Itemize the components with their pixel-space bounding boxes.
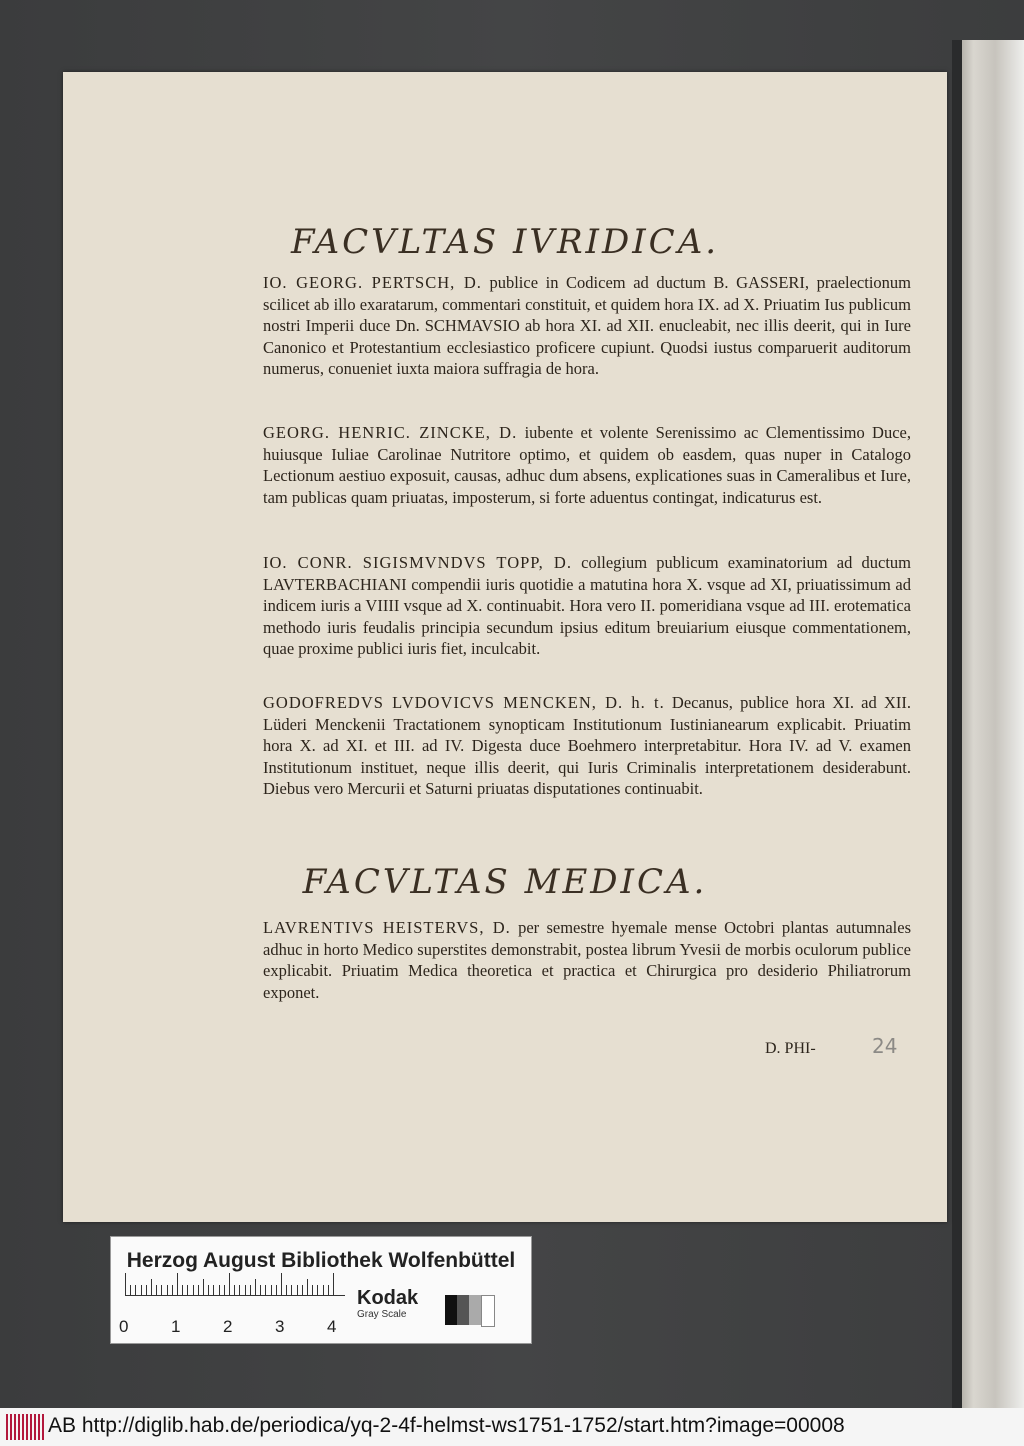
ruler-tick: [203, 1279, 204, 1295]
paragraph-mencken: [263, 692, 911, 800]
ruler-tick: [125, 1273, 126, 1295]
ruler-tick: [229, 1273, 230, 1295]
paragraph-lead: IO. GEORG. PERTSCH, D.: [263, 273, 482, 292]
ruler-tick: [193, 1285, 194, 1295]
paragraph-lead: GEORG. HENRIC. ZINCKE, D.: [263, 423, 518, 442]
paragraph-lead: GODOFREDVS LVDOVICVS MENCKEN, D. h. t.: [263, 693, 665, 712]
footer-bar: [0, 1408, 1024, 1446]
ruler-tick: [260, 1285, 261, 1295]
paragraph-text: per semestre hyemale mense Octobri plantas autumnales adhuc in horto Medico superstites demonstrabit, postea librum Yvesii de morbis oculorum publice explicabit. Priuatim Medica theoretica et practica et Chirurgica pro desiderio Philiatrorum exponet.: [263, 918, 911, 1002]
ruler-tick: [234, 1285, 235, 1295]
ruler-tick: [276, 1285, 277, 1295]
ruler-tick: [297, 1285, 298, 1295]
ruler-tick: [265, 1285, 266, 1295]
ruler-number: 4: [327, 1317, 337, 1336]
heading-facultas-medica: FACVLTAS MEDICA.: [302, 862, 708, 902]
document-page: [63, 72, 947, 1222]
gray-swatch: [469, 1295, 481, 1325]
ruler-number: 1: [171, 1317, 181, 1336]
ruler-tick: [161, 1285, 162, 1295]
ruler-tick: [271, 1285, 272, 1295]
ruler-tick: [151, 1279, 152, 1295]
ruler-tick: [312, 1285, 313, 1295]
ruler-tick: [167, 1285, 168, 1295]
gray-swatch: [481, 1295, 495, 1327]
ruler-tick: [323, 1285, 324, 1295]
heading-facultas-iuridica: FACVLTAS IVRIDICA.: [290, 222, 720, 262]
ruler-tick: [302, 1285, 303, 1295]
ruler-tick: [317, 1285, 318, 1295]
ruler-tick: [172, 1285, 173, 1295]
scan-label-card: [110, 1236, 532, 1344]
paragraph-topp: [263, 552, 911, 660]
ruler-tick: [286, 1285, 287, 1295]
ruler-tick: [219, 1285, 220, 1295]
ruler-tick: [156, 1285, 157, 1295]
pencil-page-number: 24: [872, 1034, 898, 1058]
ruler-tick: [135, 1285, 136, 1295]
ruler-line: [125, 1295, 345, 1296]
ruler-tick: [198, 1285, 199, 1295]
paragraph-text: publice in Codicem ad ductum B. GASSERI, praelectionum scilicet ab illo exaratarum, commentari constituit, et quidem hora IX. ad X. Priuatim Ius publicum nostri Imperii duce Dn. SCHMAVSIO ab hora XI. ad XII. enucleabit, nec illis deerit, qui in Iure Canonico et Protestantium ecclesiastico proficere cupiunt. Quodsi iustus comparuerit auditorum numerus, conueniet iuxta maiora suffragia de hora.: [263, 273, 911, 378]
ruler-tick: [250, 1285, 251, 1295]
paragraph-text: iubente et volente Serenissimo ac Clementissimo Duce, huiusque Iuliae Carolinae Nutritore optimo, et quidem ob easdem, quas nuper in Catalogo Lectionum aestiuo exposuit, causas, adhuc dum absens, explicationes suas in Cameralibus et Iure, tam publicas quam priuatas, imposterum, si forte aduentus contingat, indicaturus est.: [263, 423, 911, 507]
ruler-tick: [130, 1285, 131, 1295]
paragraph-lead: LAVRENTIVS HEISTERVS, D.: [263, 918, 511, 937]
ruler-tick: [224, 1285, 225, 1295]
ruler-tick: [333, 1273, 334, 1295]
ruler-tick: [146, 1285, 147, 1295]
ruler-number: 0: [119, 1317, 129, 1336]
catchword: D. PHI-: [765, 1040, 816, 1057]
ruler-tick: [239, 1285, 240, 1295]
ruler-tick: [255, 1279, 256, 1295]
adjacent-page-edge: [952, 40, 1024, 1430]
gray-swatch: [457, 1295, 469, 1325]
ruler-tick: [281, 1273, 282, 1295]
paragraph-heisterus: [263, 917, 911, 1003]
ruler-tick: [182, 1285, 183, 1295]
ruler-tick: [208, 1285, 209, 1295]
paragraph-text: collegium publicum examinatorium ad ductum LAVTERBACHIANI compendii iuris quotidie a matutina hora X. vsque ad XI, priuatissimum ad indicem iuris a VIIII vsque ad X. continuabit. Hora vero II. pomeridiana vsque ad III. erotematica methodo iuris feudalis principia secundum ipsius editum breuiarium eiusque commentationem, quae proxime publici iuris fiet, inculcabit.: [263, 553, 911, 658]
ruler-tick: [291, 1285, 292, 1295]
footer-url: AB http://diglib.hab.de/periodica/yq-2-4f-helmst-ws1751-1752/start.htm?image=00008: [48, 1414, 845, 1437]
kodak-logo: Kodak: [357, 1287, 419, 1309]
paragraph-pertsch: [263, 272, 911, 380]
barcode-icon: [6, 1414, 44, 1440]
ruler-tick: [307, 1279, 308, 1295]
gray-swatch: [445, 1295, 457, 1325]
ruler-tick: [328, 1285, 329, 1295]
ruler-tick: [141, 1285, 142, 1295]
ruler-number: 3: [275, 1317, 285, 1336]
paragraph-zincke: [263, 422, 911, 508]
ruler-tick: [177, 1273, 178, 1295]
library-name: Herzog August Bibliothek Wolfenbüttel: [126, 1249, 516, 1272]
ruler-tick: [213, 1285, 214, 1295]
ruler-number: 2: [223, 1317, 233, 1336]
paragraph-lead: IO. CONR. SIGISMVNDVS TOPP, D.: [263, 553, 572, 572]
ruler-tick: [187, 1285, 188, 1295]
gray-scale-label: Gray Scale: [357, 1309, 407, 1320]
paragraph-text: Decanus, publice hora XI. ad XII. Lüderi Menckenii Tractationem synopticam Institutionum Iustinianearum explicabit. Priuatim hora X. ad XI. et III. ad IV. Digesta duce Boehmero interpretabitur. Hora IV. ad V. examen Institutionum instituet, neque illis deerit, qui Iuris Criminalis interpretationem desiderabunt. Diebus vero Mercurii et Saturni priuatas disputationes continuabit.: [263, 693, 911, 798]
ruler-tick: [245, 1285, 246, 1295]
